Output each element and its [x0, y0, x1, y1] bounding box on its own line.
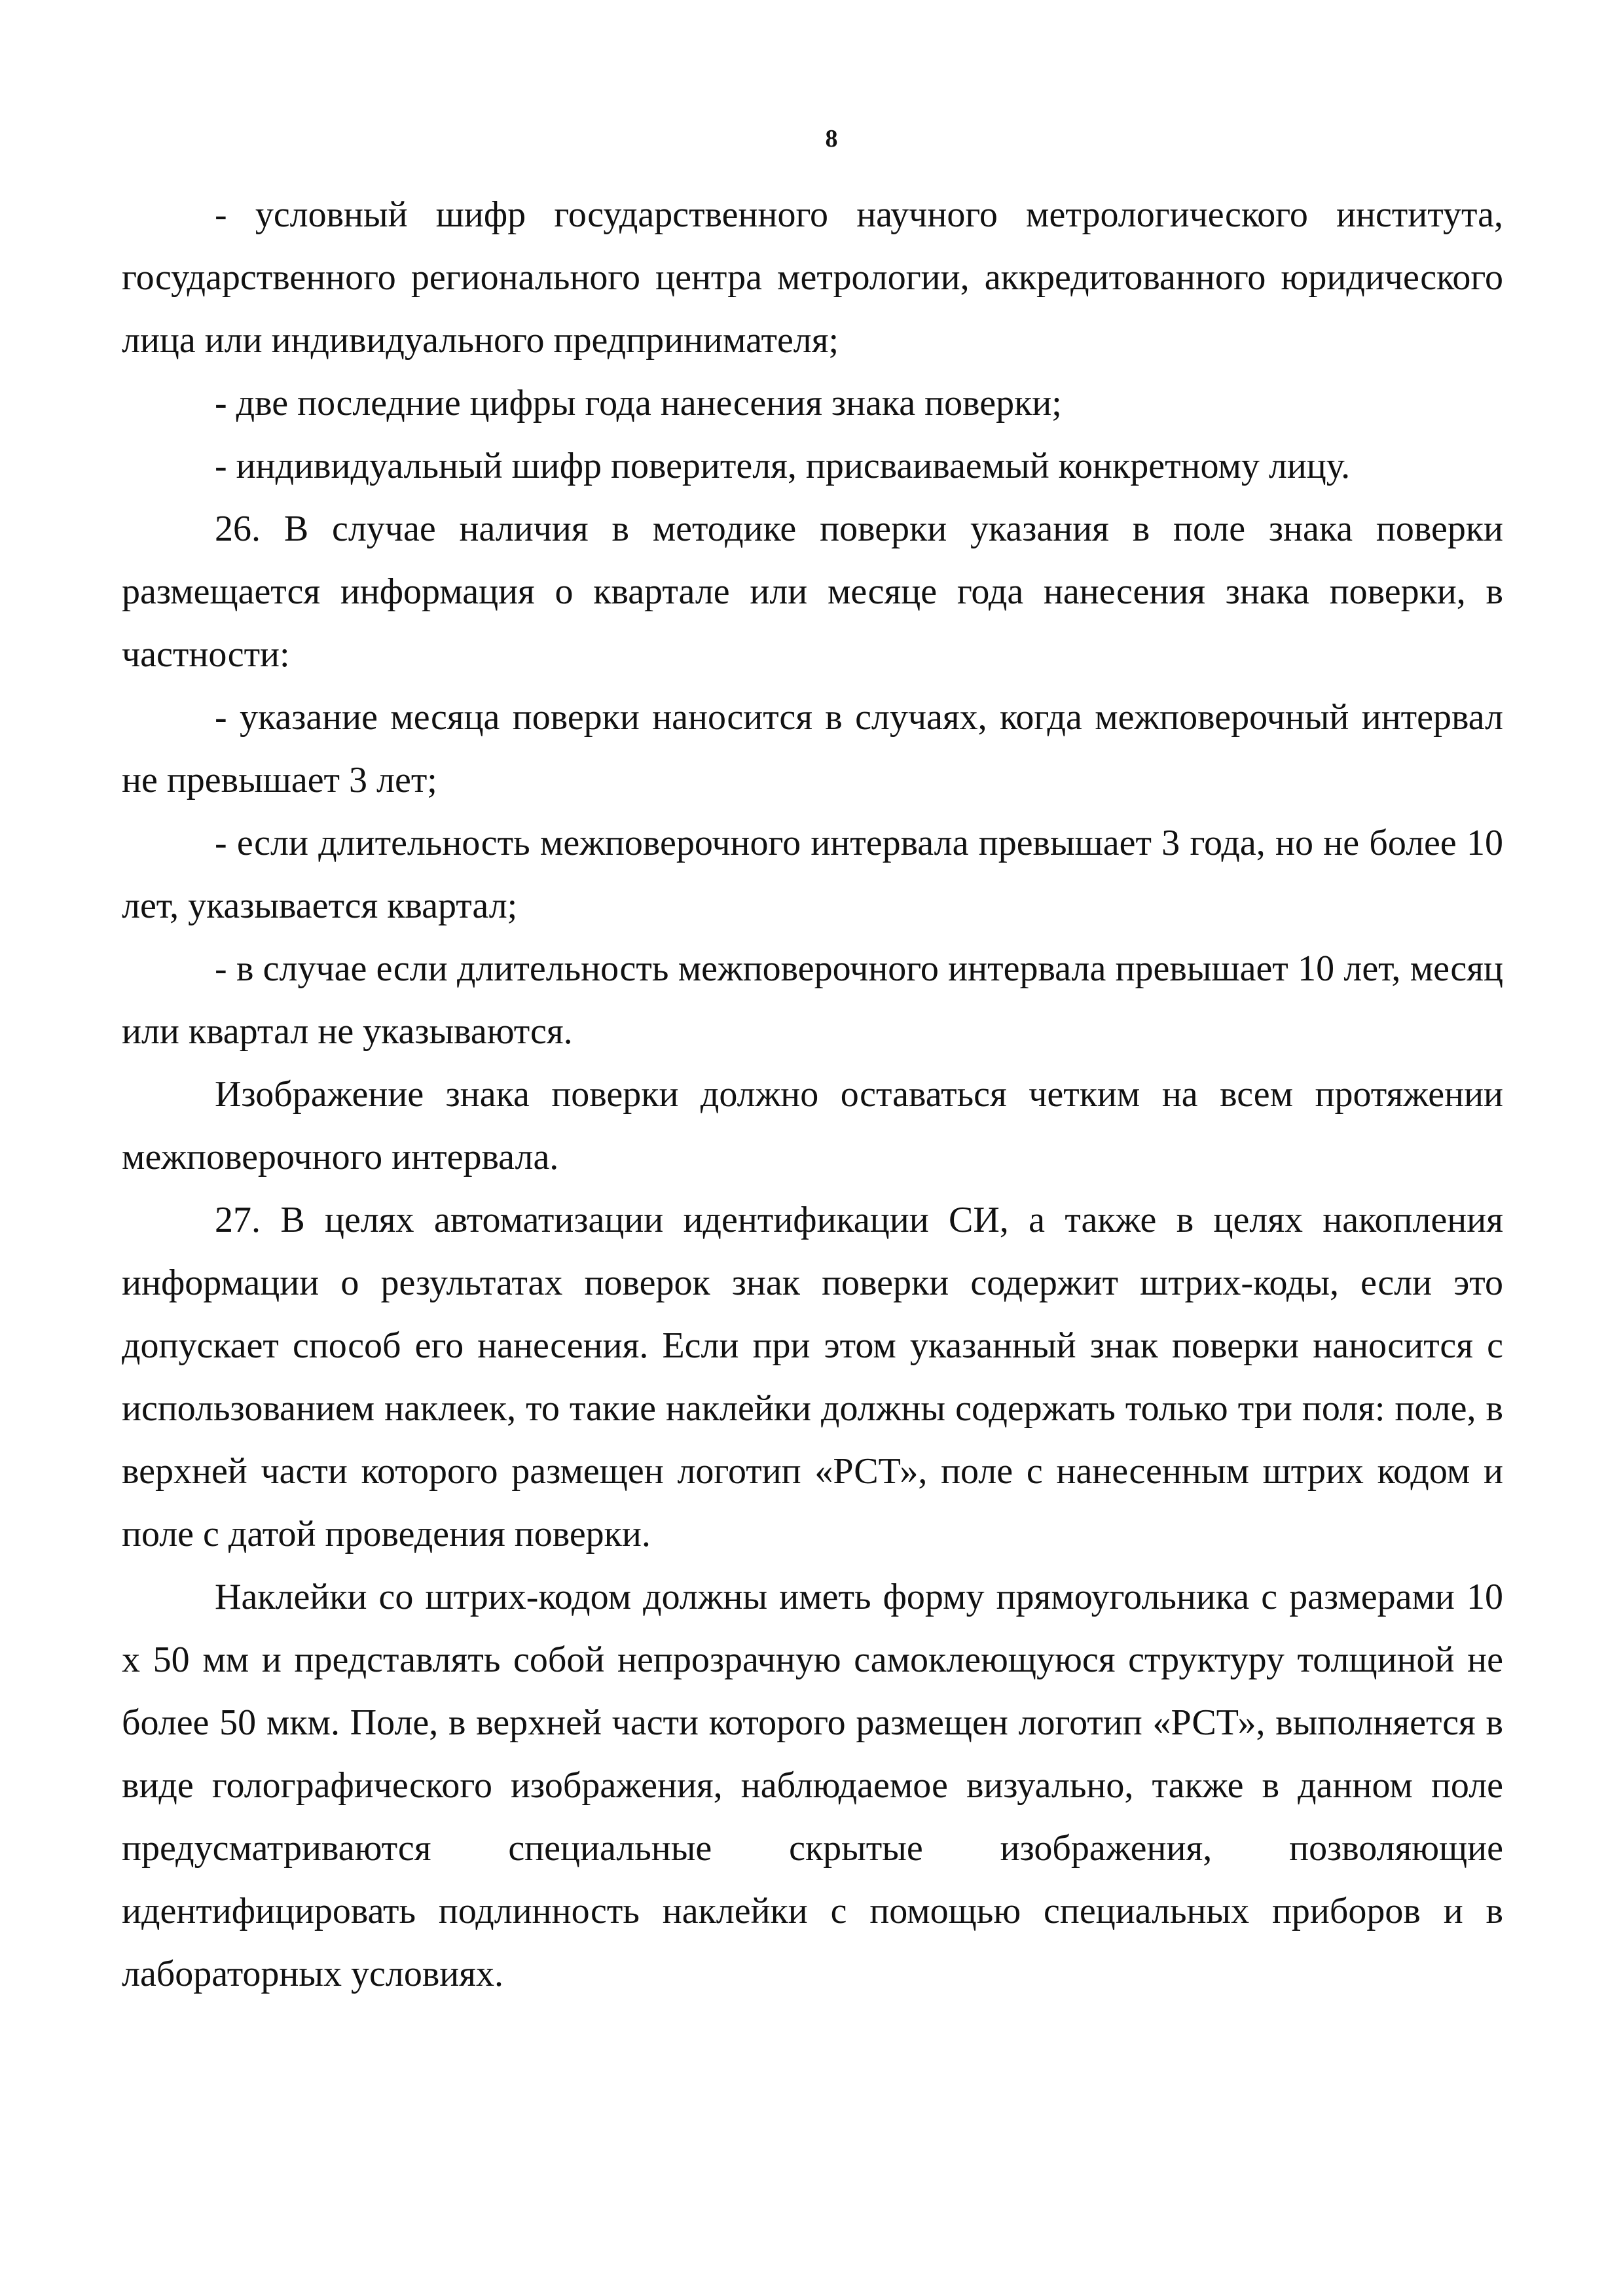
page-number: 8: [825, 125, 838, 152]
paragraph-image-clarity: Изображение знака поверки должно оставаться четким на всем протяжении межповерочного интервала.: [122, 1074, 1503, 1177]
list-item-year-digits: - две последние цифры года нанесения знака поверки;: [215, 383, 1062, 423]
list-item-verifier-code: - индивидуальный шифр поверителя, присваиваемый конкретному лицу.: [215, 446, 1351, 486]
document-body: [122, 183, 1503, 2005]
clause-26: 26. В случае наличия в методике поверки указания в поле знака поверки размещается информация о квартале или месяце года нанесения знака поверки, в частности:: [122, 509, 1503, 675]
clause-27: 27. В целях автоматизации идентификации СИ, а также в целях накопления информации о результатах поверок знак поверки содержит штрих-коды, если это допускает способ его нанесения. Если при этом указанный знак поверки наносится с использованием наклеек, то такие наклейки должны содержать только три поля: поле, в верхней части которого размещен логотип «РСТ», поле с нанесенным штрих кодом и поле с датой проведения поверки.: [122, 1200, 1503, 1554]
list-item-quarter: - если длительность межповерочного интервала превышает 3 года, но не более 10 лет, указывается квартал;: [122, 823, 1503, 926]
list-item-month: - указание месяца поверки наносится в случаях, когда межповерочный интервал не превышает 3 лет;: [122, 697, 1503, 800]
list-item-institute-code: - условный шифр государственного научного метрологического института, государственного регионального центра метрологии, аккредитованного юридического лица или индивидуального предпринимателя;: [122, 194, 1503, 361]
paragraph-sticker-format: Наклейки со штрих-кодом должны иметь форму прямоугольника с размерами 10 х 50 мм и представлять собой непрозрачную самоклеющуюся структуру толщиной не более 50 мкм. Поле, в верхней части которого размещен логотип «РСТ», выполняется в виде голографического изображения, наблюдаемое визуально, также в данном поле предусматриваются специальные скрытые изображения, позволяющие идентифицировать подлинность наклейки с помощью специальных приборов и в лабораторных условиях.: [122, 1577, 1503, 1994]
list-item-none: - в случае если длительность межповерочного интервала превышает 10 лет, месяц или квартал не указываются.: [122, 948, 1503, 1052]
